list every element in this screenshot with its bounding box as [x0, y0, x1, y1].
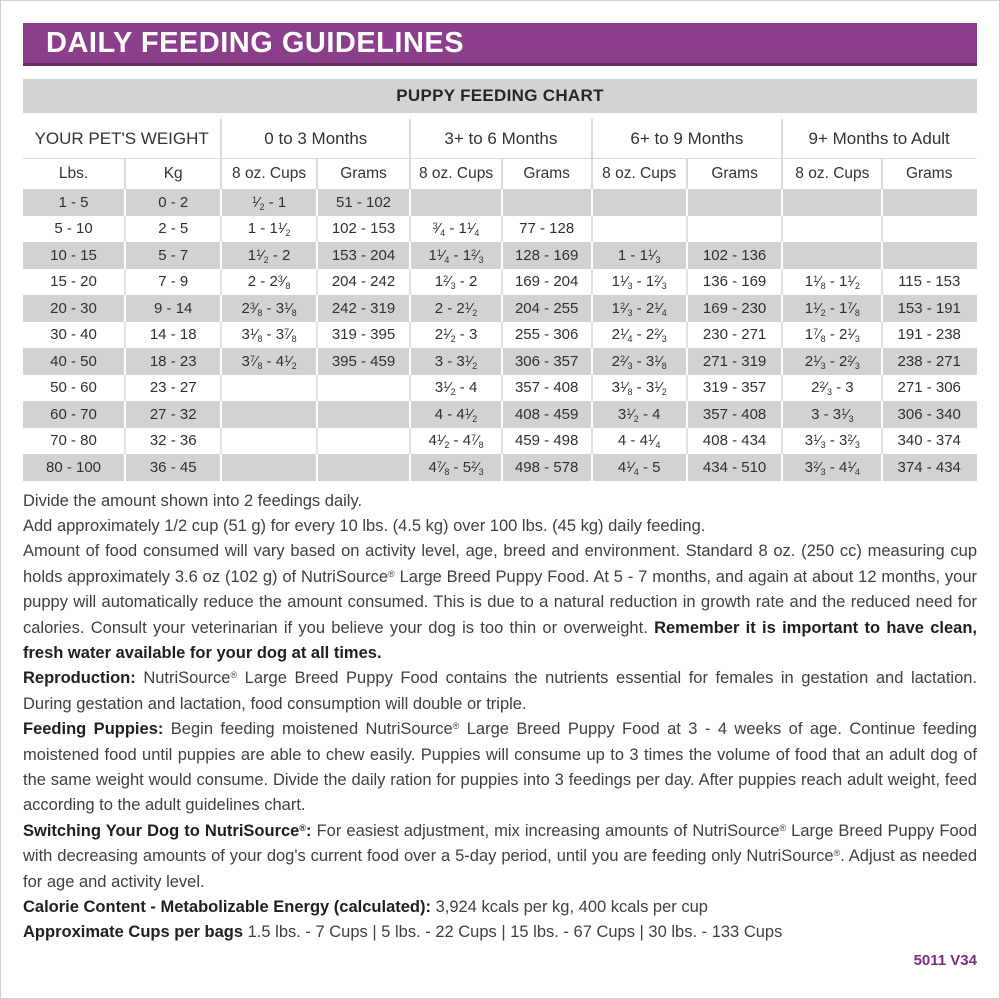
table-cell: $2^1⁄_4$ - $2^2⁄_3$	[593, 322, 688, 349]
column-header: Grams	[318, 159, 411, 189]
table-row	[23, 401, 977, 428]
table-cell: $1^1⁄_2$ - $1^7⁄_8$	[783, 295, 883, 322]
column-header: Kg	[126, 159, 222, 189]
table-cell: 271 - 319	[688, 348, 783, 375]
table-cell: $1 - 1^1⁄_3$	[593, 242, 688, 269]
table-header	[23, 119, 977, 189]
table-cell: 153 - 204	[318, 242, 411, 269]
note-bold-text: Feeding Puppies:	[23, 720, 164, 739]
table-cell: 271 - 306	[883, 375, 977, 402]
table-cell: 7 - 9	[126, 269, 222, 296]
table-cell: $4 - 4^1⁄_4$	[593, 428, 688, 455]
note-text: 3,924 kcals per kg, 400 kcals per cup	[430, 898, 708, 916]
note-bold-text: Approximate Cups per bags	[23, 923, 244, 942]
table-cell: 306 - 357	[503, 348, 593, 375]
column-header: 8 oz. Cups	[783, 159, 883, 189]
table-cell: $2^3⁄_8$ - $3^1⁄_8$	[222, 295, 317, 322]
note-text: For easiest adjustment, mix increasing amounts of NutriSource® Large Breed Puppy Food with decreasing amounts of your dog's current food over a 5-day period, until you are feeding only NutriSource®. Adjust as needed for age and activity level.	[23, 821, 977, 891]
table-cell: $1^1⁄_2 - 2$	[222, 242, 317, 269]
table-cell: 102 - 153	[318, 216, 411, 243]
note-text: Amount of food consumed will vary based on activity level, age, breed and environment. Standard 8 oz. (250 cc) measuring cup holds approximately 3.6 oz (102 g) of NutriSource® Large Breed Puppy Food. At 5 - 7 months, and again at about 12 months, your puppy will automatically reduce the amount consumed. This is due to a natural reduction in growth rate and the reduced need for calories. Consult your veterinarian if you believe your dog is too thin or overweight.	[23, 542, 978, 637]
note-paragraph	[23, 539, 977, 666]
table-cell: $3 - 3^1⁄_3$	[783, 401, 883, 428]
table-cell	[783, 242, 883, 269]
table-cell: $3^1⁄_3$ - $3^2⁄_3$	[783, 428, 883, 455]
table-cell: $1^1⁄_3$ - $1^2⁄_3$	[593, 269, 688, 296]
column-group-header: YOUR PET'S WEIGHT	[23, 119, 222, 159]
column-header: Grams	[905, 165, 953, 182]
table-cell: $3^1⁄_8$ - $3^7⁄_8$	[222, 322, 317, 349]
table-cell: $1^2⁄_3$ - $2^1⁄_4$	[593, 295, 688, 322]
table-cell: $3^1⁄_8$ - $3^1⁄_2$	[593, 375, 688, 402]
table-cell	[688, 216, 783, 243]
table-cell: 115 - 153	[883, 269, 977, 296]
table-cell: $^1⁄_2 - 1$	[222, 189, 317, 216]
table-cell: 434 - 510	[688, 454, 783, 481]
table-cell: 23 - 27	[126, 375, 222, 402]
note-paragraph	[23, 895, 977, 920]
table-cell: $1^1⁄_8$ - $1^1⁄_2$	[783, 269, 883, 296]
table-cell	[883, 189, 977, 216]
column-header: 8 oz. Cups	[222, 159, 317, 189]
table-cell: 30 - 40	[23, 322, 126, 349]
table-cell: 14 - 18	[126, 322, 222, 349]
column-header-row	[23, 159, 977, 189]
table-cell: 255 - 306	[503, 322, 593, 349]
note-bold-text: Switching Your Dog to NutriSource®:	[23, 821, 312, 840]
note-text: 1.5 lbs. - 7 Cups | 5 lbs. - 22 Cups | 15 lbs. - 67 Cups | 30 lbs. - 133 Cups	[243, 923, 783, 942]
doc-code: 5011 V34	[913, 951, 977, 969]
column-group-header: 9+ Months to Adult	[783, 119, 977, 159]
table-cell: $3^2⁄_3$ - $4^1⁄_4$	[783, 454, 883, 481]
chart-title-band	[23, 79, 977, 113]
table-cell: 498 - 578	[503, 454, 593, 481]
table-cell: $1^1⁄_4$ - $1^2⁄_3$	[411, 242, 503, 269]
puppy-feeding-table	[23, 119, 977, 481]
column-header: 8 oz. Cups	[593, 159, 688, 189]
table-cell: 2 - 5	[126, 216, 222, 243]
table-row	[23, 428, 977, 455]
note-paragraph	[23, 514, 977, 539]
table-cell: 128 - 169	[503, 242, 593, 269]
table-cell: 408 - 434	[688, 428, 783, 455]
table-cell: $2^2⁄_3$ - $3^1⁄_8$	[593, 348, 688, 375]
table-cell: 319 - 395	[318, 322, 411, 349]
table-cell: 340 - 374	[883, 428, 977, 455]
table-cell: $4^1⁄_2$ - $4^7⁄_8$	[411, 428, 503, 455]
note-paragraph	[23, 819, 977, 895]
table-cell: 102 - 136	[688, 242, 783, 269]
table-cell: 9 - 14	[126, 295, 222, 322]
table-cell	[883, 216, 977, 243]
table-cell: 70 - 80	[23, 428, 126, 455]
title-bar	[23, 23, 977, 66]
table-cell: 204 - 242	[318, 269, 411, 296]
table-cell	[222, 428, 317, 455]
table-cell	[318, 428, 411, 455]
column-group-header: 0 to 3 Months	[222, 119, 411, 159]
table-cell: 306 - 340	[883, 401, 977, 428]
table-cell: 204 - 255	[503, 295, 593, 322]
table-cell: 242 - 319	[318, 295, 411, 322]
table-row	[23, 242, 977, 269]
table-cell: 374 - 434	[883, 454, 977, 481]
page-title: DAILY FEEDING GUIDELINES	[46, 26, 465, 59]
table-cell	[783, 189, 883, 216]
table-cell: 169 - 230	[688, 295, 783, 322]
table-cell	[411, 189, 503, 216]
table-cell: 18 - 23	[126, 348, 222, 375]
note-paragraph	[23, 717, 977, 819]
column-header: Grams	[503, 159, 593, 189]
table-cell: 319 - 357	[688, 375, 783, 402]
table-cell	[318, 375, 411, 402]
column-group-header: 6+ to 9 Months	[593, 119, 784, 159]
table-cell: 20 - 30	[23, 295, 126, 322]
table-row	[23, 375, 977, 402]
table-cell: 40 - 50	[23, 348, 126, 375]
column-header: Lbs.	[23, 159, 126, 189]
note-text: Add approximately 1/2 cup (51 g) for every 10 lbs. (4.5 kg) over 100 lbs. (45 kg) daily feeding.	[23, 516, 706, 535]
table-cell: 357 - 408	[688, 401, 783, 428]
note-paragraph	[23, 666, 977, 717]
table-cell: $3^1⁄_2 - 4$	[593, 401, 688, 428]
table-body	[23, 189, 977, 481]
table-row	[23, 216, 977, 243]
table-cell: $2^2⁄_3 - 3$	[783, 375, 883, 402]
table-row	[23, 348, 977, 375]
table-cell: 5 - 10	[23, 216, 126, 243]
table-cell	[593, 216, 688, 243]
feeding-notes	[23, 489, 977, 946]
table-row	[23, 295, 977, 322]
table-cell: 15 - 20	[23, 269, 126, 296]
table-cell: 51 - 102	[318, 189, 411, 216]
table-cell	[318, 454, 411, 481]
table-cell	[222, 375, 317, 402]
table-cell: 0 - 2	[126, 189, 222, 216]
table-cell	[222, 401, 317, 428]
column-header: 8 oz. Cups	[411, 159, 503, 189]
table-cell: $3^1⁄_2 - 4$	[411, 375, 503, 402]
table-cell: 10 - 15	[23, 242, 126, 269]
note-paragraph	[23, 920, 977, 945]
table-cell: 5 - 7	[126, 242, 222, 269]
table-cell: 459 - 498	[503, 428, 593, 455]
table-cell	[783, 216, 883, 243]
table-cell: 80 - 100	[23, 454, 126, 481]
table-cell: $1^2⁄_3 - 2$	[411, 269, 503, 296]
note-text: Divide the amount shown into 2 feedings daily.	[23, 491, 363, 510]
note-text: NutriSource® Large Breed Puppy Food contains the nutrients essential for females in gestation and lactation. During gestation and lactation, food consumption will double or triple.	[23, 669, 978, 713]
table-cell	[883, 242, 977, 269]
table-cell: $2 - 2^3⁄_8$	[222, 269, 317, 296]
table-cell	[318, 401, 411, 428]
doc-code-row	[23, 952, 977, 970]
table-cell	[688, 189, 783, 216]
table-cell: 77 - 128	[503, 216, 593, 243]
table-cell: $2^1⁄_3$ - $2^2⁄_3$	[783, 348, 883, 375]
table-cell: 1 - 5	[23, 189, 126, 216]
table-row	[23, 269, 977, 296]
table-cell: $2^1⁄_2 - 3$	[411, 322, 503, 349]
note-bold-text: Reproduction:	[23, 669, 136, 688]
note-bold-text: Remember it is important to have clean, fresh water available for your dog at all times.	[23, 618, 977, 662]
table-cell: 36 - 45	[126, 454, 222, 481]
table-cell: 136 - 169	[688, 269, 783, 296]
table-cell: 357 - 408	[503, 375, 593, 402]
table-row	[23, 322, 977, 349]
column-group-row	[23, 119, 977, 159]
table-cell	[593, 189, 688, 216]
table-cell: 191 - 238	[883, 322, 977, 349]
table-cell: $2 - 2^1⁄_2$	[411, 295, 503, 322]
column-header: Grams	[688, 159, 783, 189]
table-cell: 50 - 60	[23, 375, 126, 402]
note-bold-text: Calorie Content - Metabolizable Energy (calculated):	[23, 898, 431, 916]
table-cell: $4^1⁄_4 - 5$	[593, 454, 688, 481]
table-cell: 408 - 459	[503, 401, 593, 428]
table-row	[23, 189, 977, 216]
table-cell: 238 - 271	[883, 348, 977, 375]
table-cell: $4^7⁄_8$ - $5^2⁄_3$	[411, 454, 503, 481]
note-paragraph	[23, 489, 977, 514]
table-cell: 230 - 271	[688, 322, 783, 349]
table-cell: 32 - 36	[126, 428, 222, 455]
table-cell	[503, 189, 593, 216]
column-group-header: 3+ to 6 Months	[411, 119, 592, 159]
table-cell: 60 - 70	[23, 401, 126, 428]
table-cell	[222, 454, 317, 481]
table-cell: 153 - 191	[883, 295, 977, 322]
table-cell: $^3⁄_4$ - $1^1⁄_4$	[411, 216, 503, 243]
table-cell: 395 - 459	[318, 348, 411, 375]
table-cell: $3 - 3^1⁄_2$	[411, 348, 503, 375]
chart-title: PUPPY FEEDING CHART	[396, 86, 604, 105]
table-cell: 27 - 32	[126, 401, 222, 428]
note-text: Begin feeding moistened NutriSource® Large Breed Puppy Food at 3 - 4 weeks of age. Continue feeding moistened food until puppies are able to chew easily. Puppies will consume up to 3 times the volume of food that an adult dog of the same weight would consume. Divide the daily ration for puppies into 3 feedings per day. After puppies reach adult weight, feed according to the adult guidelines chart.	[23, 720, 977, 815]
table-row	[23, 454, 977, 481]
table-cell: 169 - 204	[503, 269, 593, 296]
table-cell: $3^7⁄_8$ - $4^1⁄_2$	[222, 348, 317, 375]
table-cell: $1^7⁄_8$ - $2^1⁄_3$	[783, 322, 883, 349]
table-cell: $4 - 4^1⁄_2$	[411, 401, 503, 428]
table-cell: $1 - 1^1⁄_2$	[222, 216, 317, 243]
